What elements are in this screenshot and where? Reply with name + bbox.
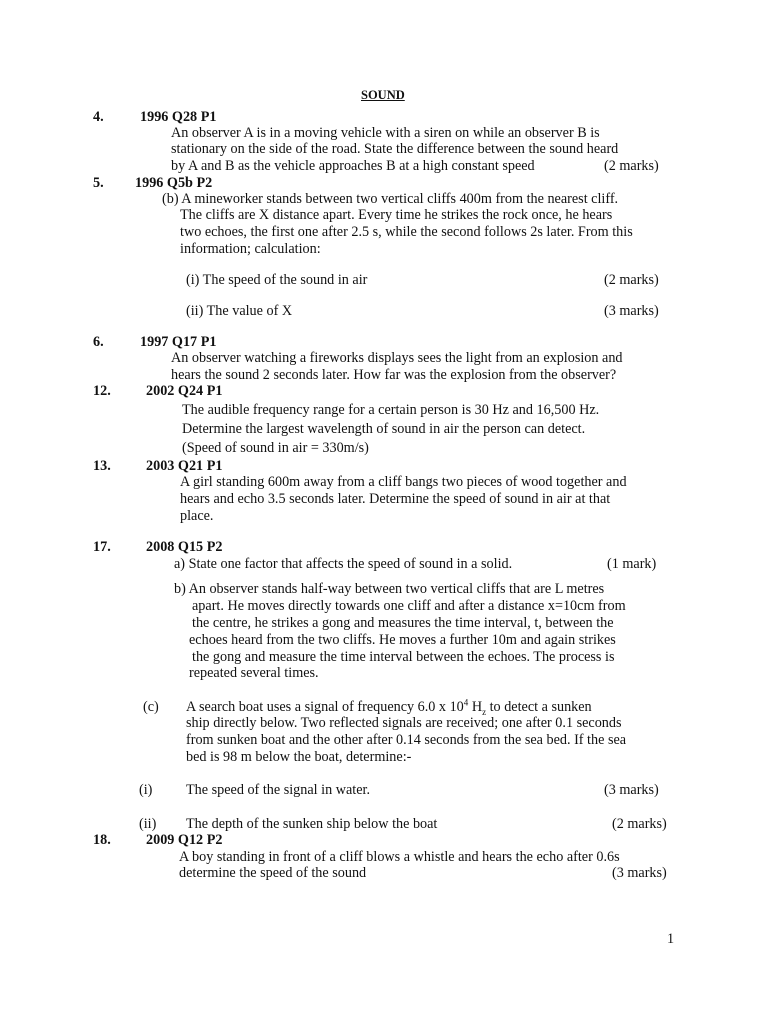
sub-question-label: (i) — [139, 782, 153, 798]
question-text: hears and echo 3.5 seconds later. Determine the speed of sound in air at that — [180, 491, 611, 507]
question-text: b) An observer stands half-way between two vertical cliffs that are L metres — [174, 581, 605, 597]
page-title: SOUND — [361, 88, 405, 102]
sub-question-text: The depth of the sunken ship below the boat — [186, 816, 438, 832]
question-text: An observer watching a fireworks displays sees the light from an explosion and — [171, 350, 623, 366]
question-number: 13. — [93, 458, 111, 474]
sub-question-text: a) State one factor that affects the speed of sound in a solid. — [174, 556, 513, 572]
question-reference: 2003 Q21 P1 — [146, 458, 223, 474]
question-text: information; calculation: — [180, 241, 321, 257]
question-reference: 2002 Q24 P1 — [146, 383, 223, 399]
sub-question-text: The speed of the signal in water. — [186, 782, 370, 798]
marks-label: (3 marks) — [604, 303, 659, 319]
marks-label: (3 marks) — [612, 865, 667, 881]
question-text: the gong and measure the time interval between the echoes. The process is — [192, 649, 615, 665]
question-text: from sunken boat and the other after 0.14 seconds from the sea bed. If the sea — [186, 732, 627, 748]
question-text: hears the sound 2 seconds later. How far was the explosion from the observer? — [171, 367, 617, 383]
question-text: A girl standing 600m away from a cliff bangs two pieces of wood together and — [180, 474, 627, 490]
question-text: The audible frequency range for a certain person is 30 Hz and 16,500 Hz. — [182, 402, 600, 418]
question-text: Determine the largest wavelength of sound in air the person can detect. — [182, 421, 586, 437]
marks-label: (2 marks) — [604, 272, 659, 288]
question-text: A search boat uses a signal of frequency 6.0 x $10^4$ $H_z$ to detect a sunken — [186, 697, 592, 717]
question-text: (b) A mineworker stands between two vertical cliffs 400m from the nearest cliff. — [162, 191, 619, 207]
question-number: 5. — [93, 175, 104, 191]
question-text: by A and B as the vehicle approaches B at a high constant speed — [171, 158, 535, 174]
question-text: bed is 98 m below the boat, determine:- — [186, 749, 412, 765]
question-reference: 2008 Q15 P2 — [146, 539, 223, 555]
question-text: apart. He moves directly towards one cliff and after a distance x=10cm from — [192, 598, 626, 614]
sub-question-label: (c) — [143, 699, 159, 715]
question-number: 17. — [93, 539, 111, 555]
sub-question-text: (i) The speed of the sound in air — [186, 272, 368, 288]
marks-label: (2 marks) — [604, 158, 659, 174]
question-text: determine the speed of the sound — [179, 865, 367, 881]
page-number: 1 — [667, 931, 675, 947]
question-text: the centre, he strikes a gong and measures the time interval, t, between the — [192, 615, 614, 631]
question-number: 6. — [93, 334, 104, 350]
question-number: 18. — [93, 832, 111, 848]
question-text: A boy standing in front of a cliff blows a whistle and hears the echo after 0.6s — [179, 849, 620, 865]
question-text: stationary on the side of the road. State the difference between the sound heard — [171, 141, 619, 157]
question-text: (Speed of sound in air = 330m/s) — [182, 440, 369, 456]
marks-label: (2 marks) — [612, 816, 667, 832]
marks-label: (3 marks) — [604, 782, 659, 798]
question-reference: 1996 Q28 P1 — [140, 109, 217, 125]
question-text: echoes heard from the two cliffs. He moves a further 10m and again strikes — [189, 632, 616, 648]
question-text: An observer A is in a moving vehicle with a siren on while an observer B is — [171, 125, 600, 141]
question-reference: 1996 Q5b P2 — [135, 175, 213, 191]
question-text: ship directly below. Two reflected signals are received; one after 0.1 seconds — [186, 715, 622, 731]
sub-question-label: (ii) — [139, 816, 157, 832]
question-number: 4. — [93, 109, 104, 125]
question-reference: 1997 Q17 P1 — [140, 334, 217, 350]
question-text: repeated several times. — [189, 665, 319, 681]
question-reference: 2009 Q12 P2 — [146, 832, 223, 848]
marks-label: (1 mark) — [607, 556, 657, 572]
question-number: 12. — [93, 383, 111, 399]
sub-question-text: (ii) The value of X — [186, 303, 293, 319]
question-text: The cliffs are X distance apart. Every time he strikes the rock once, he hears — [180, 207, 613, 223]
question-text: two echoes, the first one after 2.5 s, while the second follows 2s later. From this — [180, 224, 633, 240]
question-text: place. — [180, 508, 214, 524]
